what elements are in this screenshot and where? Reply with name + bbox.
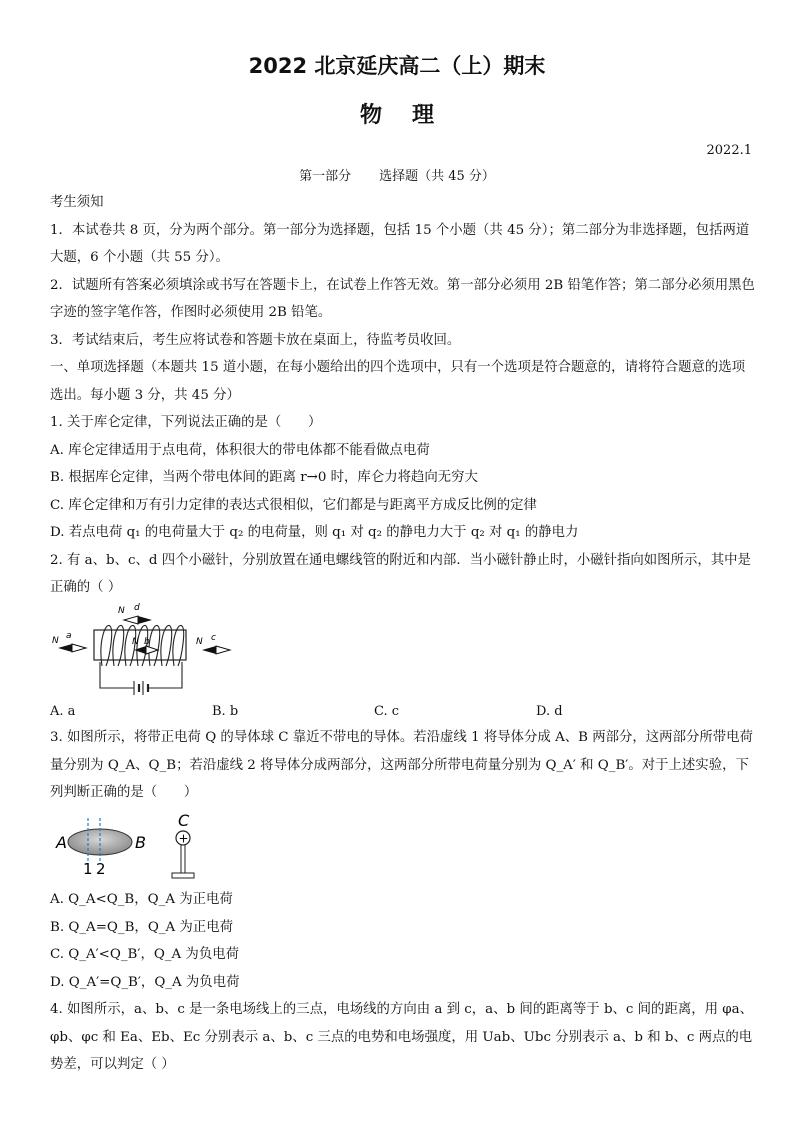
needle-b-n-label: N (132, 637, 139, 647)
notice-item-3: 3．考试结束后，考生应将试卷和答题卡放在桌面上，待监考员收回。 (50, 332, 461, 348)
part-desc: 选择题（共 45 分） (379, 169, 495, 184)
exam-body-bottom (50, 886, 755, 1079)
stand-base (172, 873, 194, 878)
compass-needle-c (202, 646, 230, 654)
needle-c-n-label: N (196, 637, 203, 647)
q3-option-c: C. Q_A′<Q_B′，Q_A 为负电荷 (50, 947, 239, 962)
q2-options (50, 698, 755, 725)
conductor-body (68, 829, 132, 855)
q2-option-d: D. d (536, 704, 563, 719)
q3-option-a: A. Q_A<Q_B，Q_A 为正电荷 (50, 892, 233, 907)
label-a: A (56, 833, 67, 852)
solenoid-circuit (100, 662, 182, 695)
exam-title: 2022 北京延庆高二（上）期末 (248, 54, 546, 78)
needle-d-n-label: N (118, 606, 125, 616)
q1-option-c: C. 库仑定律和万有引力定律的表达式很相似，它们都是与距离平方成反比例的定律 (50, 497, 537, 513)
exam-date: 2022.1 (706, 143, 752, 158)
compass-needle-a (58, 644, 86, 652)
q1-option-a: A. 库仑定律适用于点电荷，体积很大的带电体都不能看做点电荷 (50, 442, 430, 458)
q3-block (50, 724, 755, 807)
part-name: 第一部分 (299, 169, 352, 184)
exam-subject: 物理 (359, 103, 464, 128)
q3-conductor-figure (50, 810, 210, 882)
label-c: C (178, 811, 190, 830)
notice-item-2: 2．试题所有答案必须填涂或书写在答题卡上，在试卷上作答无效。第一部分必须用 2B 铅笔作答；第二部分必须用黑色字迹的签字笔作答，作图时必须使用 2B 铅笔。 (50, 277, 755, 320)
q2-solenoid-figure (48, 600, 248, 696)
needle-d-label: d (134, 603, 140, 613)
q1-option-d: D. 若点电荷 q₁ 的电荷量大于 q₂ 的电荷量，则 q₁ 对 q₂ 的静电力大于 q₂ 对 q₁ 的静电力 (50, 525, 579, 540)
section-1-heading: 一、单项选择题（本题共 15 道小题，在每小题给出的四个选项中，只有一个选项是符合题意的，请将符合题意的选项选出。每小题 3 分，共 45 分） (50, 360, 746, 403)
needle-a-label: a (66, 631, 72, 641)
exam-body-top (50, 189, 755, 602)
q1-option-b: B. 根据库仑定律，当两个带电体间的距离 r→0 时，库仑力将趋向无穷大 (50, 470, 478, 485)
needle-b-label: b (144, 637, 150, 647)
needle-c-label: c (211, 633, 216, 643)
compass-needle-b (134, 646, 158, 654)
q3-stem: 3. 如图所示，将带正电荷 Q 的导体球 C 靠近不带电的导体。若沿虚线 1 将导体分成 A、B 两部分，这两部分所带电荷量分别为 Q_A、Q_B；若沿虚线 2 将导体分成两部分，这两部分所带电荷量分别为 Q_A′ 和 Q_B′。对于上述实验，下列判断正确的是（ ） (50, 730, 753, 800)
insulated-stand (181, 845, 185, 873)
compass-needle-d (124, 616, 152, 624)
q3-option-d: D. Q_A′=Q_B′，Q_A 为负电荷 (50, 974, 240, 990)
needle-a-n-label: N (52, 636, 59, 646)
plus-sign: + (178, 831, 189, 846)
notice-item-1: 1．本试卷共 8 页，分为两个部分。第一部分为选择题，包括 15 个小题（共 45 分）；第二部分为非选择题，包括两道大题，6 个小题（共 55 分）。 (50, 222, 750, 265)
notice-heading: 考生须知 (50, 195, 104, 210)
label-1: 1 (83, 860, 93, 878)
label-b: B (135, 833, 146, 852)
q4-stem: 4. 如图所示，a、b、c 是一条电场线上的三点，电场线的方向由 a 到 c，a、b 间的距离等于 b、c 间的距离，用 φa、φb、φc 和 Ea、Eb、Ec 分别表示 a、b、c 三点的电势和电场强度，用 Uab、Ubc 分别表示 a、b 和 b、c 两点的电势差，可以判定（ ） (50, 1002, 754, 1072)
q2-option-c: C. c (374, 704, 400, 719)
q2-stem: 2. 有 a、b、c、d 四个小磁针，分别放置在通电螺线管的附近和内部．当小磁针静止时，小磁针指向如图所示，其中是正确的（ ） (50, 552, 751, 595)
q3-option-b: B. Q_A=Q_B，Q_A 为正电荷 (50, 919, 233, 935)
label-2: 2 (96, 860, 106, 878)
part-heading (0, 165, 794, 184)
q2-option-b: B. b (212, 704, 239, 719)
q1-stem: 1. 关于库仑定律，下列说法正确的是（ ） (50, 415, 322, 430)
q2-option-a: A. a (50, 704, 76, 719)
